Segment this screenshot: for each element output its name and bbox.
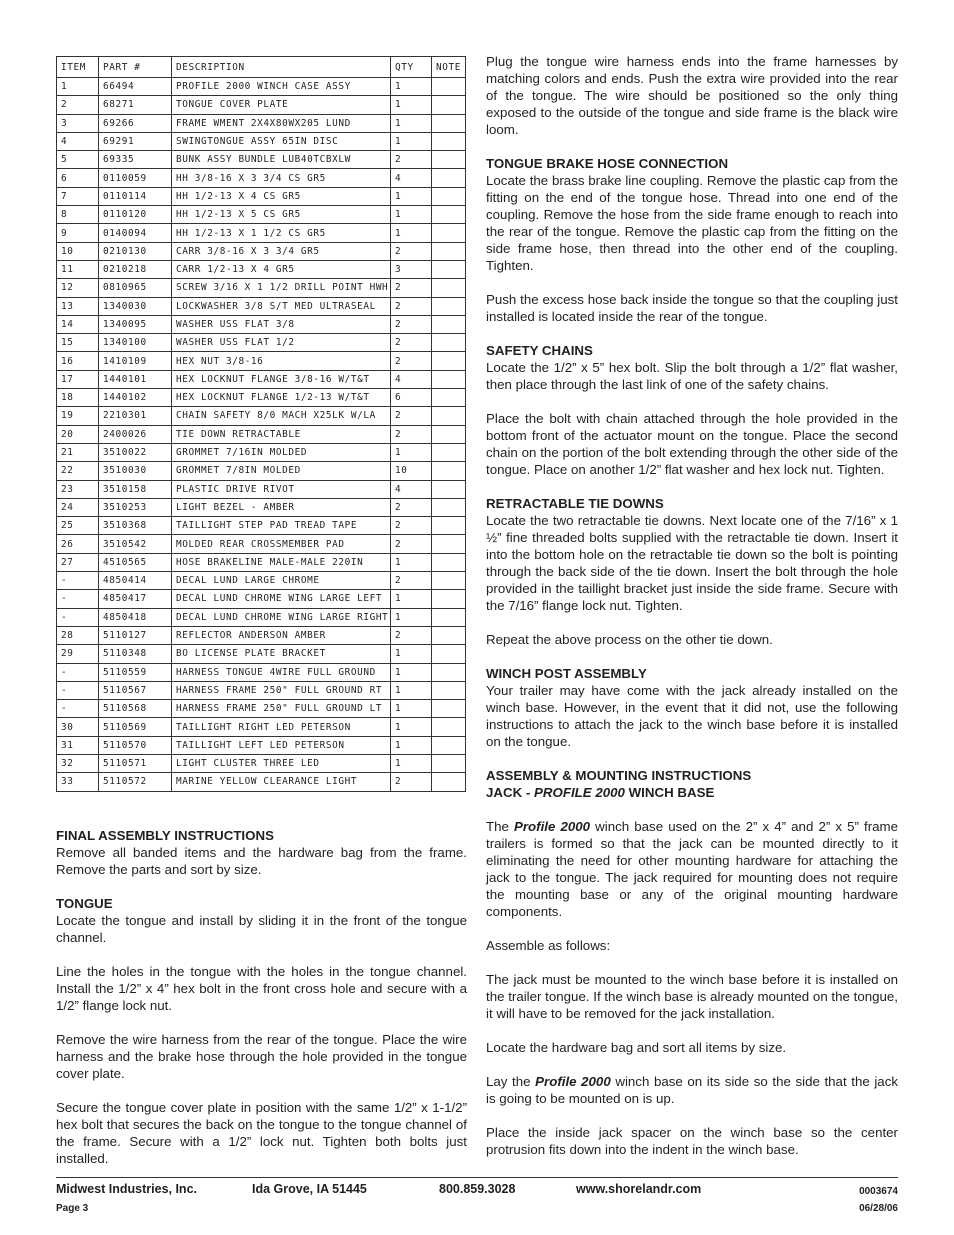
- plug-paragraph: Plug the tongue wire harness ends into the frame harnesses by matching colors and ends. Push the extra wire provided into the rear of the tongue. The wire should be positioned so the only thing exposed to the outside of the tongue and side frame is the black wire loom.: [486, 54, 898, 137]
- table-row: [57, 553, 466, 571]
- row-item: 24: [57, 498, 99, 516]
- row-qty: 1: [391, 608, 432, 626]
- row-part-number: 1440101: [99, 370, 172, 388]
- row-qty: 2: [391, 773, 432, 791]
- row-qty: 1: [391, 224, 432, 242]
- row-qty: 6: [391, 389, 432, 407]
- row-description: HH 3/8-16 X 3 3/4 CS GR5: [172, 169, 391, 187]
- row-note: [432, 681, 466, 699]
- table-row: [57, 498, 466, 516]
- row-item: 21: [57, 443, 99, 461]
- row-description: DECAL LUND CHROME WING LARGE RIGHT: [172, 608, 391, 626]
- row-item: -: [57, 681, 99, 699]
- row-qty: 2: [391, 535, 432, 553]
- row-description: HH 1/2-13 X 4 CS GR5: [172, 187, 391, 205]
- row-qty: 10: [391, 462, 432, 480]
- row-item: 2: [57, 96, 99, 114]
- row-description: HARNESS TONGUE 4WIRE FULL GROUND: [172, 663, 391, 681]
- row-item: -: [57, 572, 99, 590]
- row-part-number: 0110120: [99, 206, 172, 224]
- row-part-number: 5110568: [99, 700, 172, 718]
- row-item: 3: [57, 114, 99, 132]
- row-note: [432, 626, 466, 644]
- lay-text-a: Lay the: [486, 1074, 536, 1089]
- row-item: 20: [57, 425, 99, 443]
- row-item: 30: [57, 718, 99, 736]
- footer-website: www.shorelandr.com: [576, 1182, 702, 1196]
- table-row: [57, 334, 466, 352]
- table-row: [57, 572, 466, 590]
- row-qty: 1: [391, 663, 432, 681]
- row-qty: 2: [391, 517, 432, 535]
- table-row: [57, 297, 466, 315]
- tongue-heading: TONGUE: [56, 896, 113, 911]
- row-description: LOCKWASHER 3/8 S/T MED ULTRASEAL: [172, 297, 391, 315]
- row-note: [432, 462, 466, 480]
- row-note: [432, 572, 466, 590]
- row-qty: 1: [391, 700, 432, 718]
- row-description: SCREW 3/16 X 1 1/2 DRILL POINT HWH: [172, 279, 391, 297]
- row-qty: 1: [391, 681, 432, 699]
- row-item: 16: [57, 352, 99, 370]
- row-qty: 2: [391, 279, 432, 297]
- row-description: HH 1/2-13 X 1 1/2 CS GR5: [172, 224, 391, 242]
- row-description: WASHER USS FLAT 3/8: [172, 315, 391, 333]
- row-qty: 2: [391, 352, 432, 370]
- winch-post-heading: WINCH POST ASSEMBLY: [486, 666, 647, 681]
- row-item: 18: [57, 389, 99, 407]
- lay-paragraph: [486, 1073, 898, 1107]
- row-qty: 1: [391, 718, 432, 736]
- table-row: [57, 425, 466, 443]
- row-qty: 1: [391, 754, 432, 772]
- row-note: [432, 279, 466, 297]
- row-note: [432, 169, 466, 187]
- row-part-number: 0140094: [99, 224, 172, 242]
- row-item: 4: [57, 132, 99, 150]
- profile-paragraph: [486, 818, 898, 920]
- row-qty: 2: [391, 425, 432, 443]
- parts-table-body: [57, 78, 466, 792]
- table-row: [57, 773, 466, 791]
- final-assembly-paragraph: Remove all banded items and the hardware bag from the frame. Remove the parts and sort by size.: [56, 845, 467, 877]
- row-part-number: 69335: [99, 151, 172, 169]
- table-row: [57, 151, 466, 169]
- row-item: 9: [57, 224, 99, 242]
- row-part-number: 0110114: [99, 187, 172, 205]
- row-item: 11: [57, 260, 99, 278]
- row-part-number: 69291: [99, 132, 172, 150]
- table-row: [57, 370, 466, 388]
- table-row: [57, 443, 466, 461]
- row-description: HH 1/2-13 X 5 CS GR5: [172, 206, 391, 224]
- row-note: [432, 517, 466, 535]
- row-qty: 4: [391, 370, 432, 388]
- brake-hose-heading: TONGUE BRAKE HOSE CONNECTION: [486, 156, 729, 171]
- row-qty: 3: [391, 260, 432, 278]
- row-item: 27: [57, 553, 99, 571]
- table-row: [57, 114, 466, 132]
- table-row: [57, 315, 466, 333]
- table-row: [57, 700, 466, 718]
- row-qty: 1: [391, 736, 432, 754]
- row-description: TAILLIGHT RIGHT LED PETERSON: [172, 718, 391, 736]
- row-part-number: 5110348: [99, 645, 172, 663]
- row-note: [432, 242, 466, 260]
- row-part-number: 0810965: [99, 279, 172, 297]
- row-qty: 1: [391, 443, 432, 461]
- row-part-number: 1340030: [99, 297, 172, 315]
- row-description: HEX LOCKNUT FLANGE 1/2-13 W/T&T: [172, 389, 391, 407]
- table-row: [57, 224, 466, 242]
- row-qty: 2: [391, 407, 432, 425]
- row-description: PROFILE 2000 WINCH CASE ASSY: [172, 78, 391, 96]
- table-row: [57, 96, 466, 114]
- row-part-number: 5110567: [99, 681, 172, 699]
- safety-chains-paragraph-1: Locate the 1/2” x 5” hex bolt. Slip the bolt through a 1/2” flat washer, then place through the last link of one of the safety chains.: [486, 360, 898, 392]
- header-item: ITEM: [57, 57, 99, 78]
- row-note: [432, 718, 466, 736]
- row-note: [432, 187, 466, 205]
- row-note: [432, 297, 466, 315]
- footer-company: Midwest Industries, Inc.: [56, 1182, 197, 1196]
- row-description: HEX NUT 3/8-16: [172, 352, 391, 370]
- row-part-number: 0110059: [99, 169, 172, 187]
- row-qty: 2: [391, 297, 432, 315]
- row-part-number: 69266: [99, 114, 172, 132]
- tongue-paragraph-3: Remove the wire harness from the rear of the tongue. Place the wire harness and the brake hose through the hole provided in the tongue cover plate.: [56, 1032, 467, 1081]
- row-note: [432, 480, 466, 498]
- row-description: TAILLIGHT STEP PAD TREAD TAPE: [172, 517, 391, 535]
- row-part-number: 0210218: [99, 260, 172, 278]
- row-item: -: [57, 590, 99, 608]
- row-note: [432, 608, 466, 626]
- tie-downs-heading: RETRACTABLE TIE DOWNS: [486, 496, 664, 511]
- table-row: [57, 407, 466, 425]
- row-part-number: 1340095: [99, 315, 172, 333]
- row-item: -: [57, 700, 99, 718]
- table-row: [57, 718, 466, 736]
- row-part-number: 5110570: [99, 736, 172, 754]
- row-description: TAILLIGHT LEFT LED PETERSON: [172, 736, 391, 754]
- row-qty: 1: [391, 187, 432, 205]
- row-item: 32: [57, 754, 99, 772]
- row-part-number: 4850414: [99, 572, 172, 590]
- table-row: [57, 626, 466, 644]
- assemble-paragraph: Assemble as follows:: [486, 938, 611, 953]
- lay-text-c: winch base on its side so the side that the jack is going to be mounted on is up.: [486, 1074, 899, 1106]
- row-part-number: 0210130: [99, 242, 172, 260]
- table-row: [57, 206, 466, 224]
- row-description: DECAL LUND LARGE CHROME: [172, 572, 391, 590]
- row-part-number: 2210301: [99, 407, 172, 425]
- parts-table: [56, 56, 466, 792]
- row-part-number: 3510022: [99, 443, 172, 461]
- safety-chains-heading: SAFETY CHAINS: [486, 343, 593, 358]
- right-column: [486, 53, 898, 1158]
- row-note: [432, 315, 466, 333]
- header-qty: QTY: [391, 57, 432, 78]
- row-note: [432, 663, 466, 681]
- row-item: 28: [57, 626, 99, 644]
- row-qty: 1: [391, 590, 432, 608]
- tie-downs-paragraph-1: Locate the two retractable tie downs. Next locate one of the 7/16” x 1 ½” fine threaded bolts supplied with the retractable tie down. Insert it into the bottom hole on the retractable tie down so the bolt is pointing through the back side of the tie down. Insert the bolt through the hole provided in the taillight bracket just inside the side frame. Secure with the 7/16” flange lock nut. Tighten.: [486, 513, 898, 613]
- table-row: [57, 517, 466, 535]
- row-note: [432, 535, 466, 553]
- row-description: MOLDED REAR CROSSMEMBER PAD: [172, 535, 391, 553]
- lay-profile-2000-text: Profile 2000: [535, 1074, 611, 1089]
- spacer-paragraph: Place the inside jack spacer on the winch base so the center protrusion fits down into the indent in the winch base.: [486, 1125, 898, 1157]
- header-description: DESCRIPTION: [172, 57, 391, 78]
- row-note: [432, 736, 466, 754]
- row-item: 13: [57, 297, 99, 315]
- final-assembly-section: [56, 827, 467, 1167]
- row-part-number: 5110569: [99, 718, 172, 736]
- parts-table-header: [57, 57, 466, 78]
- brake-hose-paragraph-2: Push the excess hose back inside the tongue so that the coupling just installed is located inside the rear of the tongue.: [486, 292, 898, 324]
- row-part-number: 3510030: [99, 462, 172, 480]
- row-note: [432, 700, 466, 718]
- row-part-number: 3510368: [99, 517, 172, 535]
- table-row: [57, 736, 466, 754]
- row-part-number: 4850417: [99, 590, 172, 608]
- row-description: DECAL LUND CHROME WING LARGE LEFT: [172, 590, 391, 608]
- hardware-paragraph: Locate the hardware bag and sort all items by size.: [486, 1040, 787, 1055]
- row-qty: 1: [391, 645, 432, 663]
- row-description: REFLECTOR ANDERSON AMBER: [172, 626, 391, 644]
- final-assembly-heading: FINAL ASSEMBLY INSTRUCTIONS: [56, 828, 274, 843]
- row-qty: 4: [391, 480, 432, 498]
- row-item: -: [57, 608, 99, 626]
- row-item: 7: [57, 187, 99, 205]
- row-item: 31: [57, 736, 99, 754]
- row-note: [432, 407, 466, 425]
- row-note: [432, 425, 466, 443]
- table-row: [57, 754, 466, 772]
- row-note: [432, 96, 466, 114]
- row-item: 26: [57, 535, 99, 553]
- row-note: [432, 78, 466, 96]
- profile-text-a: The: [486, 819, 515, 834]
- row-item: 12: [57, 279, 99, 297]
- row-note: [432, 553, 466, 571]
- jack-winch-base-heading: [486, 784, 898, 801]
- row-item: 17: [57, 370, 99, 388]
- row-description: SWINGTONGUE ASSY 65IN DISC: [172, 132, 391, 150]
- row-qty: 1: [391, 78, 432, 96]
- row-description: HOSE BRAKELINE MALE-MALE 220IN: [172, 553, 391, 571]
- safety-chains-paragraph-2: Place the bolt with chain attached through the hole provided in the bottom front of the actuator mount on the tongue. Place the second chain on the portion of the bolt extending through the other side of the tongue. Place on another 1/2” flat washer and hex lock nut. Tighten.: [486, 411, 898, 477]
- table-row: [57, 260, 466, 278]
- table-row: [57, 242, 466, 260]
- footer-divider: [56, 1177, 898, 1178]
- row-description: BO LICENSE PLATE BRACKET: [172, 645, 391, 663]
- row-part-number: 4850418: [99, 608, 172, 626]
- footer-doc-number: 0003674: [859, 1186, 898, 1197]
- header-note: NOTE: [432, 57, 466, 78]
- table-row: [57, 187, 466, 205]
- row-note: [432, 370, 466, 388]
- row-qty: 1: [391, 206, 432, 224]
- row-description: HEX LOCKNUT FLANGE 3/8-16 W/T&T: [172, 370, 391, 388]
- row-part-number: 5110572: [99, 773, 172, 791]
- row-description: CARR 1/2-13 X 4 GR5: [172, 260, 391, 278]
- row-part-number: 68271: [99, 96, 172, 114]
- row-description: CARR 3/8-16 X 3 3/4 GR5: [172, 242, 391, 260]
- table-row: [57, 590, 466, 608]
- row-item: 10: [57, 242, 99, 260]
- row-note: [432, 773, 466, 791]
- row-qty: 4: [391, 169, 432, 187]
- row-part-number: 5110571: [99, 754, 172, 772]
- row-qty: 2: [391, 315, 432, 333]
- table-row: [57, 681, 466, 699]
- row-part-number: 1340100: [99, 334, 172, 352]
- jack-heading-text: JACK -: [486, 785, 535, 800]
- row-qty: 2: [391, 572, 432, 590]
- row-note: [432, 132, 466, 150]
- table-row: [57, 645, 466, 663]
- row-part-number: 4510565: [99, 553, 172, 571]
- assembly-heading: ASSEMBLY & MOUNTING INSTRUCTIONS: [486, 768, 752, 783]
- tongue-paragraph-1: Locate the tongue and install by sliding it in the front of the tongue channel.: [56, 913, 467, 945]
- row-description: PLASTIC DRIVE RIVOT: [172, 480, 391, 498]
- row-note: [432, 590, 466, 608]
- winch-base-heading-text: WINCH BASE: [624, 785, 715, 800]
- row-note: [432, 206, 466, 224]
- row-note: [432, 389, 466, 407]
- row-part-number: 5110127: [99, 626, 172, 644]
- tie-downs-paragraph-2: Repeat the above process on the other tie down.: [486, 632, 773, 647]
- left-column: [56, 56, 467, 1166]
- table-row: [57, 352, 466, 370]
- row-qty: 1: [391, 132, 432, 150]
- row-note: [432, 443, 466, 461]
- row-description: BUNK ASSY BUNDLE LUB40TCBXLW: [172, 151, 391, 169]
- row-part-number: 5110559: [99, 663, 172, 681]
- row-note: [432, 754, 466, 772]
- row-description: LIGHT CLUSTER THREE LED: [172, 754, 391, 772]
- table-row: [57, 462, 466, 480]
- row-description: HARNESS FRAME 250" FULL GROUND RT: [172, 681, 391, 699]
- footer-phone: 800.859.3028: [439, 1182, 516, 1196]
- table-row: [57, 169, 466, 187]
- row-note: [432, 260, 466, 278]
- row-item: 25: [57, 517, 99, 535]
- row-description: LIGHT BEZEL - AMBER: [172, 498, 391, 516]
- row-qty: 1: [391, 553, 432, 571]
- row-note: [432, 334, 466, 352]
- row-part-number: 1410109: [99, 352, 172, 370]
- row-description: GROMMET 7/8IN MOLDED: [172, 462, 391, 480]
- table-row: [57, 132, 466, 150]
- row-note: [432, 352, 466, 370]
- row-part-number: 3510253: [99, 498, 172, 516]
- row-item: 29: [57, 645, 99, 663]
- row-part-number: 3510542: [99, 535, 172, 553]
- row-description: TONGUE COVER PLATE: [172, 96, 391, 114]
- row-item: 1: [57, 78, 99, 96]
- row-note: [432, 645, 466, 663]
- row-item: 19: [57, 407, 99, 425]
- row-description: GROMMET 7/16IN MOLDED: [172, 443, 391, 461]
- row-description: HARNESS FRAME 250" FULL GROUND LT: [172, 700, 391, 718]
- row-item: 23: [57, 480, 99, 498]
- tongue-paragraph-4: Secure the tongue cover plate in position with the same 1/2” x 1-1/2” hex bolt that secures the back on the tongue to the tongue channel of the frame. Secure with a 1/2” lock nut. Tighten both bolts just installed.: [56, 1100, 467, 1166]
- footer-page-number: Page 3: [56, 1203, 89, 1214]
- footer-date: 06/28/06: [859, 1203, 898, 1214]
- row-note: [432, 498, 466, 516]
- row-description: WASHER USS FLAT 1/2: [172, 334, 391, 352]
- table-row: [57, 480, 466, 498]
- row-item: 6: [57, 169, 99, 187]
- table-row: [57, 535, 466, 553]
- row-item: 8: [57, 206, 99, 224]
- row-qty: 2: [391, 334, 432, 352]
- row-item: 33: [57, 773, 99, 791]
- row-item: -: [57, 663, 99, 681]
- row-part-number: 2400026: [99, 425, 172, 443]
- row-item: 5: [57, 151, 99, 169]
- row-part-number: 3510158: [99, 480, 172, 498]
- row-note: [432, 114, 466, 132]
- row-qty: 2: [391, 242, 432, 260]
- row-qty: 1: [391, 114, 432, 132]
- row-item: 14: [57, 315, 99, 333]
- row-item: 15: [57, 334, 99, 352]
- profile-text-c: winch base used on the 2” x 4” and 2” x 5” frame trailers is formed so that the jack can be mounted directly to it eliminating the need for other mounting hardware for attaching the jack to the tongue. The jack required for mounting does not require the mounting base or any of the original mounting hardware components.: [486, 819, 899, 919]
- row-qty: 2: [391, 151, 432, 169]
- jack-paragraph: The jack must be mounted to the winch base before it is installed on the trailer tongue. If the winch base is already mounted on the tongue, it will have to be removed for the jack installation.: [486, 972, 898, 1021]
- row-item: 22: [57, 462, 99, 480]
- row-note: [432, 151, 466, 169]
- tongue-paragraph-2: Line the holes in the tongue with the holes in the tongue channel. Install the 1/2” x 4” hex bolt in the front cross hole and secure with a 1/2” flange lock nut.: [56, 964, 467, 1013]
- table-row: [57, 78, 466, 96]
- table-row: [57, 389, 466, 407]
- brake-hose-paragraph-1: Locate the brass brake line coupling. Remove the plastic cap from the fitting on the end of the tongue hose. Thread into one end of the coupling. Remove the hose from the side frame enough to reach into the rear of the tongue. Remove the plastic cap from the fitting on the side frame hose, then thread into the other end of the coupling. Tighten.: [486, 173, 898, 273]
- row-qty: 2: [391, 498, 432, 516]
- row-description: FRAME WMENT 2X4X80WX205 LUND: [172, 114, 391, 132]
- profile-2000-text: Profile 2000: [514, 819, 591, 834]
- table-row: [57, 663, 466, 681]
- header-part: PART #: [99, 57, 172, 78]
- row-description: MARINE YELLOW CLEARANCE LIGHT: [172, 773, 391, 791]
- row-description: TIE DOWN RETRACTABLE: [172, 425, 391, 443]
- winch-post-paragraph: Your trailer may have come with the jack already installed on the winch base. However, in the event that it did not, use the following instructions to attach the jack to the winch base before it is installed on the tongue.: [486, 683, 898, 749]
- row-note: [432, 224, 466, 242]
- row-description: CHAIN SAFETY 8/0 MACH X25LK W/LA: [172, 407, 391, 425]
- table-row: [57, 279, 466, 297]
- table-row: [57, 608, 466, 626]
- profile-2000-heading-text: PROFILE 2000: [534, 785, 625, 800]
- row-part-number: 66494: [99, 78, 172, 96]
- footer-city: Ida Grove, IA 51445: [252, 1182, 367, 1196]
- row-qty: 2: [391, 626, 432, 644]
- row-part-number: 1440102: [99, 389, 172, 407]
- row-qty: 1: [391, 96, 432, 114]
